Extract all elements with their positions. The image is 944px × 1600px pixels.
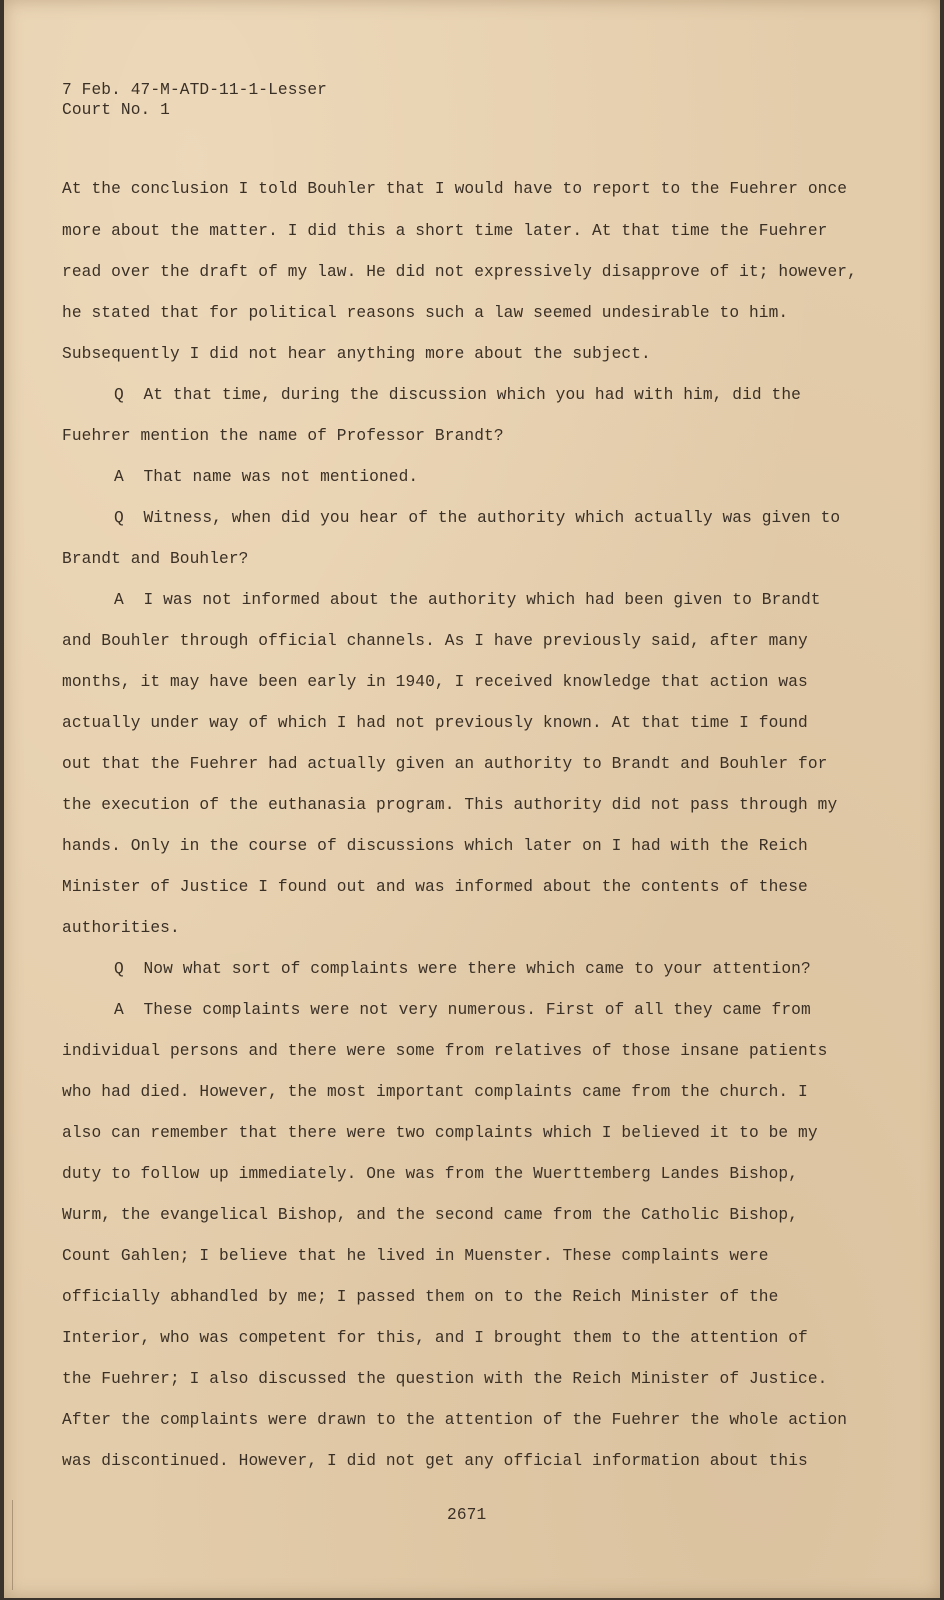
document-reference: 7 Feb. 47-M-ATD-11-1-Lesser bbox=[62, 81, 327, 99]
document-text bbox=[4, 0, 857, 1524]
body-line: Q Witness, when did you hear of the authority which actually was given to bbox=[114, 509, 841, 527]
body-line: months, it may have been early in 1940, I received knowledge that action was bbox=[62, 673, 808, 691]
body-line: Fuehrer mention the name of Professor Brandt? bbox=[62, 427, 504, 445]
body-line: Q Now what sort of complaints were there which came to your attention? bbox=[114, 960, 811, 978]
body-line: duty to follow up immediately. One was from the Wuerttemberg Landes Bishop, bbox=[62, 1165, 799, 1183]
page-edge-mark bbox=[12, 1500, 13, 1590]
body-line: Minister of Justice I found out and was informed about the contents of these bbox=[62, 878, 808, 896]
body-line: individual persons and there were some from relatives of those insane patients bbox=[62, 1042, 828, 1060]
body-line: and Bouhler through official channels. As I have previously said, after many bbox=[62, 632, 808, 650]
body-line: At the conclusion I told Bouhler that I would have to report to the Fuehrer once bbox=[62, 180, 848, 198]
court-number: Court No. 1 bbox=[62, 101, 170, 119]
body-line: he stated that for political reasons such a law seemed undesirable to him. bbox=[62, 304, 789, 322]
body-line: was discontinued. However, I did not get any official information about this bbox=[62, 1452, 808, 1470]
body-line: out that the Fuehrer had actually given an authority to Brandt and Bouhler for bbox=[62, 755, 828, 773]
body-line: who had died. However, the most important complaints came from the church. I bbox=[62, 1083, 808, 1101]
page-number: 2671 bbox=[447, 1506, 487, 1524]
body-line: Interior, who was competent for this, and I brought them to the attention of bbox=[62, 1329, 808, 1347]
body-line: read over the draft of my law. He did not expressively disapprove of it; however, bbox=[62, 263, 857, 281]
body-line: the execution of the euthanasia program. This authority did not pass through my bbox=[62, 796, 838, 814]
body-line: A I was not informed about the authority which had been given to Brandt bbox=[114, 591, 821, 609]
body-line: After the complaints were drawn to the attention of the Fuehrer the whole action bbox=[62, 1411, 848, 1429]
body-line: A These complaints were not very numerous. First of all they came from bbox=[114, 1001, 811, 1019]
body-line: officially abhandled by me; I passed them on to the Reich Minister of the bbox=[62, 1288, 779, 1306]
body-line: actually under way of which I had not previously known. At that time I found bbox=[62, 714, 808, 732]
body-line: hands. Only in the course of discussions which later on I had with the Reich bbox=[62, 837, 808, 855]
document-page bbox=[4, 0, 940, 1598]
body-line: Subsequently I did not hear anything more about the subject. bbox=[62, 345, 651, 363]
body-line: A That name was not mentioned. bbox=[114, 468, 419, 486]
body-line: the Fuehrer; I also discussed the question with the Reich Minister of Justice. bbox=[62, 1370, 828, 1388]
body-line: also can remember that there were two complaints which I believed it to be my bbox=[62, 1124, 818, 1142]
body-line: Q At that time, during the discussion which you had with him, did the bbox=[114, 386, 801, 404]
body-line: Brandt and Bouhler? bbox=[62, 550, 249, 568]
body-line: more about the matter. I did this a short time later. At that time the Fuehrer bbox=[62, 222, 828, 240]
body-line: authorities. bbox=[62, 919, 180, 937]
body-line: Wurm, the evangelical Bishop, and the second came from the Catholic Bishop, bbox=[62, 1206, 799, 1224]
body-line: Count Gahlen; I believe that he lived in Muenster. These complaints were bbox=[62, 1247, 769, 1265]
